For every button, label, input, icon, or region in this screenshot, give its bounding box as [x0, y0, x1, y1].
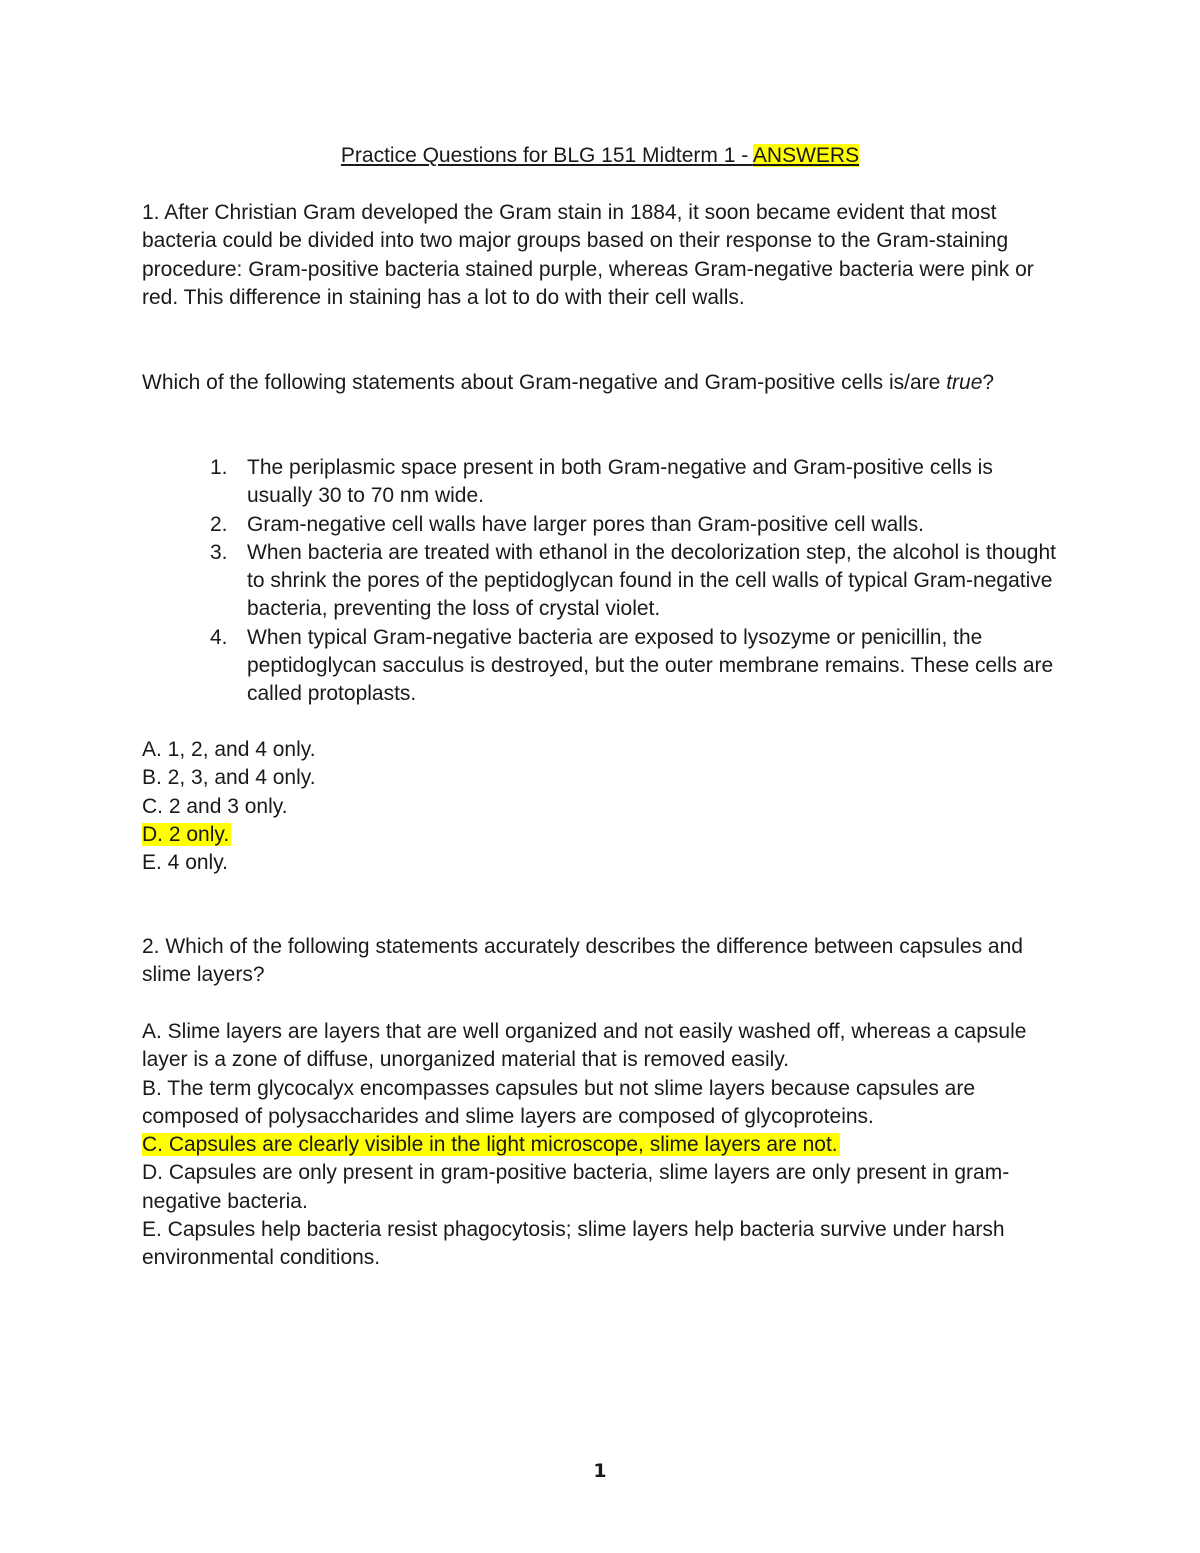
- page-number: 1: [593, 1460, 607, 1482]
- statement-item: [210, 454, 1060, 511]
- question-1-prompt: [142, 369, 1062, 397]
- statement-number: 4.: [210, 625, 228, 649]
- prompt-end: ?: [982, 371, 995, 394]
- choice-b: B. The term glycocalyx encompasses capsules but not slime layers because capsules are composed of polysaccharides and slime layers are composed of glycoproteins.: [142, 1076, 976, 1128]
- statement-text: The periplasmic space present in both Gram-negative and Gram-positive cells is usually 30 to 70 nm wide.: [247, 456, 993, 508]
- question-1-choices: [142, 736, 1062, 877]
- statement-item: [210, 539, 1060, 624]
- choice-c-correct: [142, 1131, 1062, 1159]
- choice-c: C. 2 and 3 only.: [142, 794, 288, 818]
- choice-e: E. 4 only.: [142, 851, 228, 875]
- statement-item: [210, 624, 1060, 709]
- statement-number: 3.: [210, 540, 228, 564]
- prompt-text: Which of the following statements about Gram-negative and Gram-positive cells is/are: [142, 371, 947, 394]
- statement-number: 1.: [210, 456, 228, 479]
- question-1-statements: [210, 454, 1060, 709]
- choice-d-correct: [142, 821, 1062, 849]
- correct-answer-highlight: C. Capsules are clearly visible in the light microscope, slime layers are not.: [142, 1133, 838, 1157]
- choice-d: D. Capsules are only present in gram-positive bacteria, slime layers are only present in gram-negative bacteria.: [142, 1161, 1010, 1213]
- statement-text: When typical Gram-negative bacteria are exposed to lysozyme or penicillin, the peptidoglycan sacculus is destroyed, but the outer membrane remains. These cells are called protoplasts.: [247, 625, 1054, 706]
- correct-answer-highlight: D. 2 only.: [142, 822, 230, 846]
- title-text: Practice Questions for BLG 151 Midterm 1 -: [340, 144, 753, 167]
- choice-e: E. Capsules help bacteria resist phagocytosis; slime layers help bacteria survive under harsh environmental conditions.: [142, 1218, 1005, 1270]
- prompt-emphasis: true: [946, 371, 983, 394]
- question-2-prompt: 2. Which of the following statements accurately describes the difference between capsules and slime layers?: [142, 935, 1023, 987]
- statement-item: [210, 511, 1060, 539]
- answers-highlight: ANSWERS: [752, 144, 860, 167]
- choice-b: B. 2, 3, and 4 only.: [142, 766, 316, 790]
- statement-text: When bacteria are treated with ethanol in the decolorization step, the alcohol is thought to shrink the pores of the peptidoglycan found in the cell walls of typical Gram-negative bacteria, preventing the loss of crystal violet.: [247, 540, 1057, 621]
- page-title: [0, 142, 1200, 170]
- statement-text: Gram-negative cell walls have larger pores than Gram-positive cell walls.: [247, 512, 924, 536]
- choice-a: A. Slime layers are layers that are well organized and not easily washed off, whereas a capsule layer is a zone of diffuse, unorganized material that is removed easily.: [142, 1020, 1027, 1072]
- statement-number: 2.: [210, 512, 228, 536]
- question-1-intro: 1. After Christian Gram developed the Gram stain in 1884, it soon became evident that most bacteria could be divided into two major groups based on their response to the Gram-staining procedure: Gram-positive bacteria stained purple, whereas Gram-negative bacteria were pink or red. This difference in staining has a lot to do with their cell walls.: [142, 201, 1034, 309]
- choice-a: A. 1, 2, and 4 only.: [142, 738, 316, 761]
- question-2-choices: [142, 1018, 1062, 1273]
